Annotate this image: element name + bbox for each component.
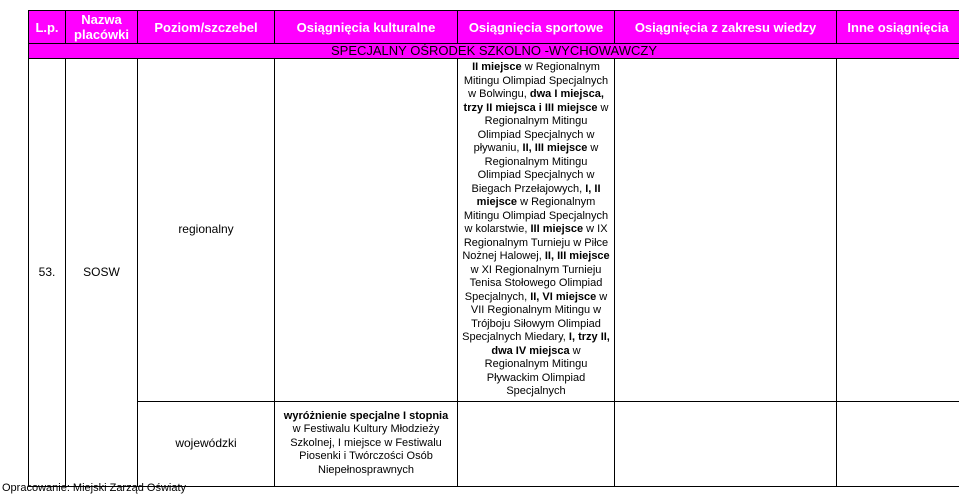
bold-text: II miejsce <box>472 61 522 73</box>
cell-sportowe-wojewodzki <box>458 401 615 486</box>
plain-text: w Regionalnym Mitingu Pływackim Olimpiad Specjalnych <box>484 344 588 397</box>
achievements-table <box>28 10 959 487</box>
header-poziom: Poziom/szczebel <box>138 11 275 44</box>
row-poziom-regionalny: regionalny <box>138 59 275 402</box>
cell-kulturalne-regionalny <box>275 59 458 402</box>
table-row <box>29 59 959 402</box>
row-number: 53. <box>29 59 66 487</box>
section-row <box>29 44 959 59</box>
plain-text: w VII Regionalnym Mitingu w Trójboju Siłowym Olimpiad Specjalnych Miedary, <box>462 290 608 343</box>
header-row <box>29 11 959 44</box>
header-lp: L.p. <box>29 11 66 44</box>
header-inne: Inne osiągnięcia <box>837 11 959 44</box>
plain-text: w Regionalnym Mitingu Olimpiad Specjalnych w kolarstwie, <box>463 196 609 235</box>
plain-text: w IX Regionalnym Turnieju w Piłce Nożnej Halowej, <box>462 223 609 262</box>
plain-text: w Regionalnym Mitingu Olimpiad Specjalnych w Biegach Przełajowych, <box>471 142 599 195</box>
bold-text: II, III miejsce <box>544 250 610 262</box>
cell-inne-regionalny <box>837 59 959 402</box>
plain-text: w Regionalnym Mitingu Olimpiad Specjalnych w Bolwingu, <box>463 61 609 100</box>
bold-text: II, VI miejsce <box>530 290 597 303</box>
plain-text: w Festiwalu Kultury Młodzieży Szkolnej, I miejsce w Festiwalu Piosenki i Twórczości Osób Niepełnosprawnych <box>290 423 442 476</box>
plain-text: w XI Regionalnym Turnieju Tenisa Stołowego Olimpiad Specjalnych, <box>464 263 603 303</box>
section-title: SPECJALNY OŚRODEK SZKOLNO -WYCHOWAWCZY <box>29 44 959 59</box>
header-sportowe: Osiągnięcia sportowe <box>458 11 615 44</box>
header-wiedzy: Osiągnięcia z zakresu wiedzy <box>615 11 837 44</box>
bold-text: wyróżnienie specjalne I stopnia <box>283 409 449 422</box>
cell-kulturalne-wojewodzki <box>275 401 458 486</box>
cell-sportowe-regionalny <box>458 59 615 402</box>
table-row <box>29 401 959 486</box>
bold-text: II, III miejsce <box>522 142 588 154</box>
header-placowki: Nazwa placówki <box>66 11 138 44</box>
bold-text: I, trzy II, dwa IV miejsca <box>491 331 610 357</box>
row-placowka: SOSW <box>66 59 138 487</box>
footer-credit: Opracowanie: Miejski Zarząd Oświaty <box>2 482 187 494</box>
header-kulturalne: Osiągnięcia kulturalne <box>275 11 458 44</box>
cell-inne-wojewodzki <box>837 401 959 486</box>
bold-text: dwa I miejsca, trzy II miejsca i III miejsce <box>463 88 604 114</box>
bold-text: I, II miejsce <box>476 182 601 208</box>
row-poziom-wojewodzki: wojewódzki <box>138 401 275 486</box>
bold-text: III miejsce <box>530 223 584 235</box>
plain-text: w Regionalnym Mitingu Olimpiad Specjalnych w pływaniu, <box>473 101 609 154</box>
cell-wiedzy-regionalny <box>615 59 837 402</box>
cell-wiedzy-wojewodzki <box>615 401 837 486</box>
